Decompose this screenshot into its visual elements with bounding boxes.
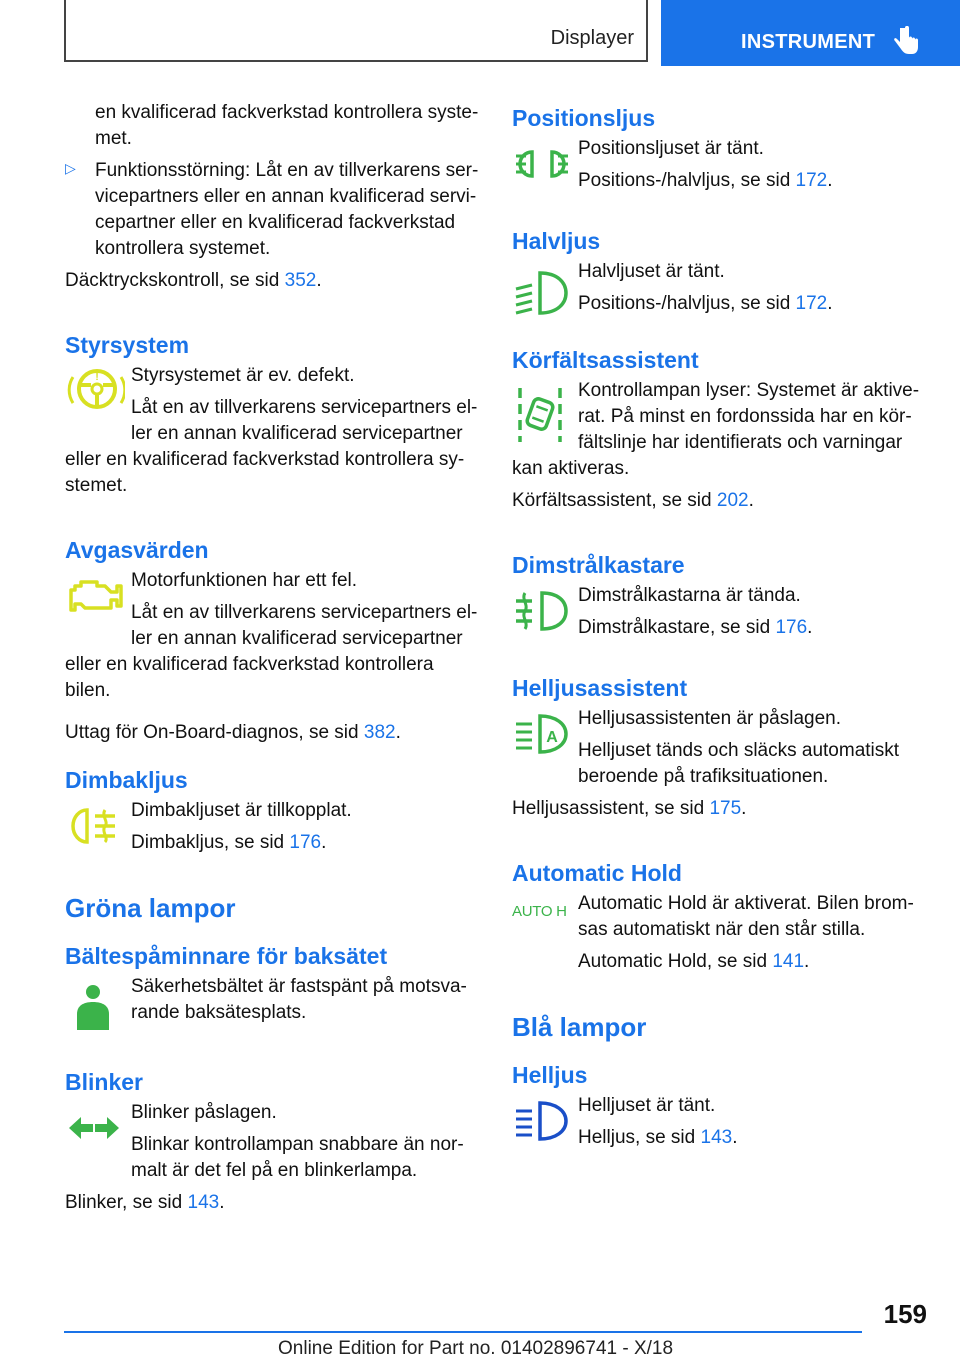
page-link-176[interactable]: 176 (289, 832, 322, 853)
heading-blinker: Blinker (65, 1069, 143, 1095)
left-column (65, 100, 480, 1216)
triangle-bullet-icon: ▷ (65, 160, 76, 176)
blinker-ref: Blinker, se sid 143. (65, 1192, 225, 1213)
entry-helljus: Helljuset är tänt. Helljus, se sid 143. (512, 1093, 932, 1151)
low-beam-icon (512, 263, 572, 319)
entry-dimstralkastare: Dimstrålkastarna är tända. Dimstrålkastare, se sid 176. (512, 583, 932, 641)
high-beam-icon (512, 1097, 572, 1145)
heading-positionsljus: Positionsljus (512, 105, 656, 131)
page-link-143b[interactable]: 143 (700, 1127, 733, 1148)
bullet-text: Funktionsstörning: Låt en av tillverkarens ser-vicepartners eller en annan kvalificerad servi-cepartner eller en kvalificerad fackverkstad kontrollera systemet. (95, 160, 479, 259)
heading-dimstralkastare: Dimstrålkastare (512, 552, 685, 578)
auto-hold-icon: AUTO H (512, 903, 567, 920)
hand-pointer-icon (894, 26, 920, 56)
high-beam-assist-icon (512, 710, 572, 758)
heading-helljusassistent: Helljusassistent (512, 675, 688, 701)
heading-avgasvarden: Avgasvärden (65, 537, 209, 563)
svg-text:A: A (546, 729, 558, 746)
page-link-172b[interactable]: 172 (795, 293, 828, 314)
front-fog-light-icon (512, 587, 572, 635)
section-tab (64, 0, 648, 62)
chapter-tab (661, 0, 960, 66)
entry-korfaltsassistent: Kontrollampan lyser: Systemet är aktive-rat. På minst en fordonssida har en kör-fältslinje har identifierats och varningar kan aktiveras. (512, 380, 920, 479)
high-beam-assist-ref: Helljusassistent, se sid 175. (512, 798, 747, 819)
footer-edition: Online Edition for Part no. 01402896741 - X/18 (278, 1338, 674, 1359)
lane-assist-ref: Körfältsassistent, se sid 202. (512, 490, 754, 511)
page-link-143[interactable]: 143 (187, 1192, 220, 1213)
entry-halvljus: Halvljuset är tänt. Positions-/halvljus, se sid 172. (512, 259, 932, 319)
heading-bla-lampor: Blå lampor (512, 1012, 647, 1042)
page-link-175[interactable]: 175 (709, 798, 742, 819)
heading-automatic-hold: Automatic Hold (512, 860, 682, 886)
chapter-label: INSTRUMENT (741, 31, 876, 53)
obd-ref: Uttag för On-Board-diagnos, se sid 382. (65, 722, 401, 743)
heading-helljus: Helljus (512, 1062, 588, 1088)
page-link-352[interactable]: 352 (284, 270, 317, 291)
heading-styrsystem: Styrsystem (65, 332, 190, 358)
heading-halvljus: Halvljus (512, 228, 601, 254)
turn-signal-arrows-icon (65, 1104, 125, 1152)
heading-korfaltsassistent: Körfältsassistent (512, 347, 699, 373)
heading-dimbakljus: Dimbakljus (65, 767, 188, 793)
entry-automatic-hold: AUTO H Automatic Hold är aktiverat. Bilen brom-sas automatiskt när den står stilla. Automatic Hold, se sid 141. (512, 893, 914, 972)
entry-styrsystem: ! Styrsystemet är ev. defekt. Låt en av tillverkarens servicepartners el-ler en annan kvalificerad servicepartner eller en kvalificerad fackverkstad kontrollera sy-stemet. (65, 365, 478, 496)
continued-text: en kvalificerad fackverkstad kontrollera syste-met. (95, 102, 479, 149)
entry-blinker: Blinker påslagen. Blinkar kontrollampan snabbare än nor-malt är det fel på en blinkerlampa. (65, 1100, 480, 1184)
engine-warning-icon (65, 572, 125, 620)
position-light-icon (512, 140, 572, 188)
entry-dimbakljus: Dimbakljuset är tillkopplat. Dimbakljus, se sid 176. (65, 798, 480, 856)
entry-baltespaminnare: Säkerhetsbältet är fastspänt på motsva-rande baksätesplats. (65, 974, 480, 1034)
page-link-176b[interactable]: 176 (775, 617, 808, 638)
entry-avgasvarden: Motorfunktionen har ett fel. Låt en av tillverkarens servicepartners el-ler en annan kvalificerad servicepartner eller en kvalificerad fackverkstad kontrollera bilen. (65, 570, 478, 701)
footer-rule (64, 1331, 862, 1333)
page-link-382[interactable]: 382 (363, 722, 396, 743)
bullet-item (65, 158, 480, 262)
lane-assist-icon (512, 382, 572, 442)
heading-baltespaminnare: Bältespåminnare för baksätet (65, 943, 388, 969)
entry-positionsljus: Positionsljuset är tänt. Positions-/halvljus, se sid 172. (512, 136, 932, 194)
page-number: 159 (883, 1299, 927, 1329)
page-link-202[interactable]: 202 (716, 490, 749, 511)
right-column (512, 104, 932, 1151)
section-label: Displayer (550, 27, 634, 49)
page-link-141[interactable]: 141 (772, 951, 805, 972)
seat-belt-person-icon (65, 976, 125, 1036)
steering-warning-icon (65, 367, 125, 415)
page-link-172[interactable]: 172 (795, 170, 828, 191)
entry-helljusassistent: A Helljusassistenten är påslagen. Helljuset tänds och släcks automatiskt beroende på trafiksituationen. (512, 706, 932, 790)
svg-text:!: ! (95, 372, 99, 383)
heading-grona-lampor: Gröna lampor (65, 893, 236, 923)
tire-pressure-ref: Däcktryckskontroll, se sid 352. (65, 270, 322, 291)
rear-fog-light-icon (65, 802, 125, 850)
page-header (0, 0, 960, 66)
